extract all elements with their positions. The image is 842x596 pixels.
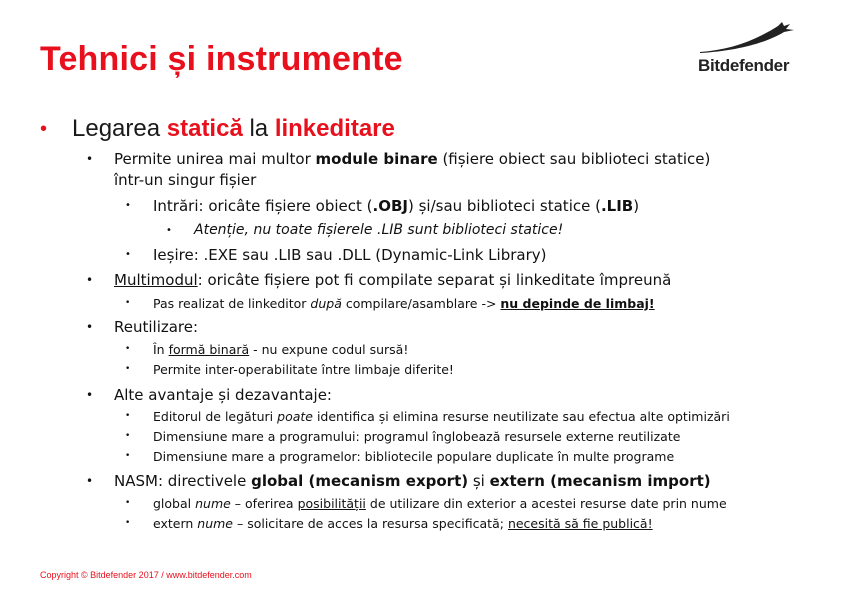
bullet-marker: •: [86, 388, 94, 402]
bullet-marker: •: [125, 200, 131, 211]
bullet-marker: •: [125, 249, 131, 260]
bullet-marker: •: [125, 364, 131, 374]
bitdefender-logo: [698, 20, 802, 80]
bullet-marker: •: [125, 451, 131, 461]
bullet-marker: •: [40, 118, 48, 140]
bullet-marker: •: [125, 518, 131, 528]
wolf-logo-icon: [698, 20, 802, 60]
bullet-marker: •: [125, 411, 131, 421]
bullet-marker: •: [125, 298, 131, 308]
bullet-marker: •: [86, 152, 94, 166]
list-item-continuation: într-un singur fișier: [114, 171, 257, 189]
logo-text: Bitdefender: [698, 56, 790, 75]
bullet-marker: •: [86, 320, 94, 334]
bullet-marker: •: [125, 498, 131, 508]
bullet-marker: •: [125, 431, 131, 441]
bullet-marker: •: [86, 474, 94, 488]
bullet-marker: •: [86, 273, 94, 287]
footer-copyright: Copyright © Bitdefender 2017 / www.bitdefender.com: [40, 570, 252, 580]
bullet-marker: •: [125, 344, 131, 354]
slide-title: Tehnici și instrumente: [40, 40, 403, 78]
bullet-marker: •: [166, 225, 172, 236]
